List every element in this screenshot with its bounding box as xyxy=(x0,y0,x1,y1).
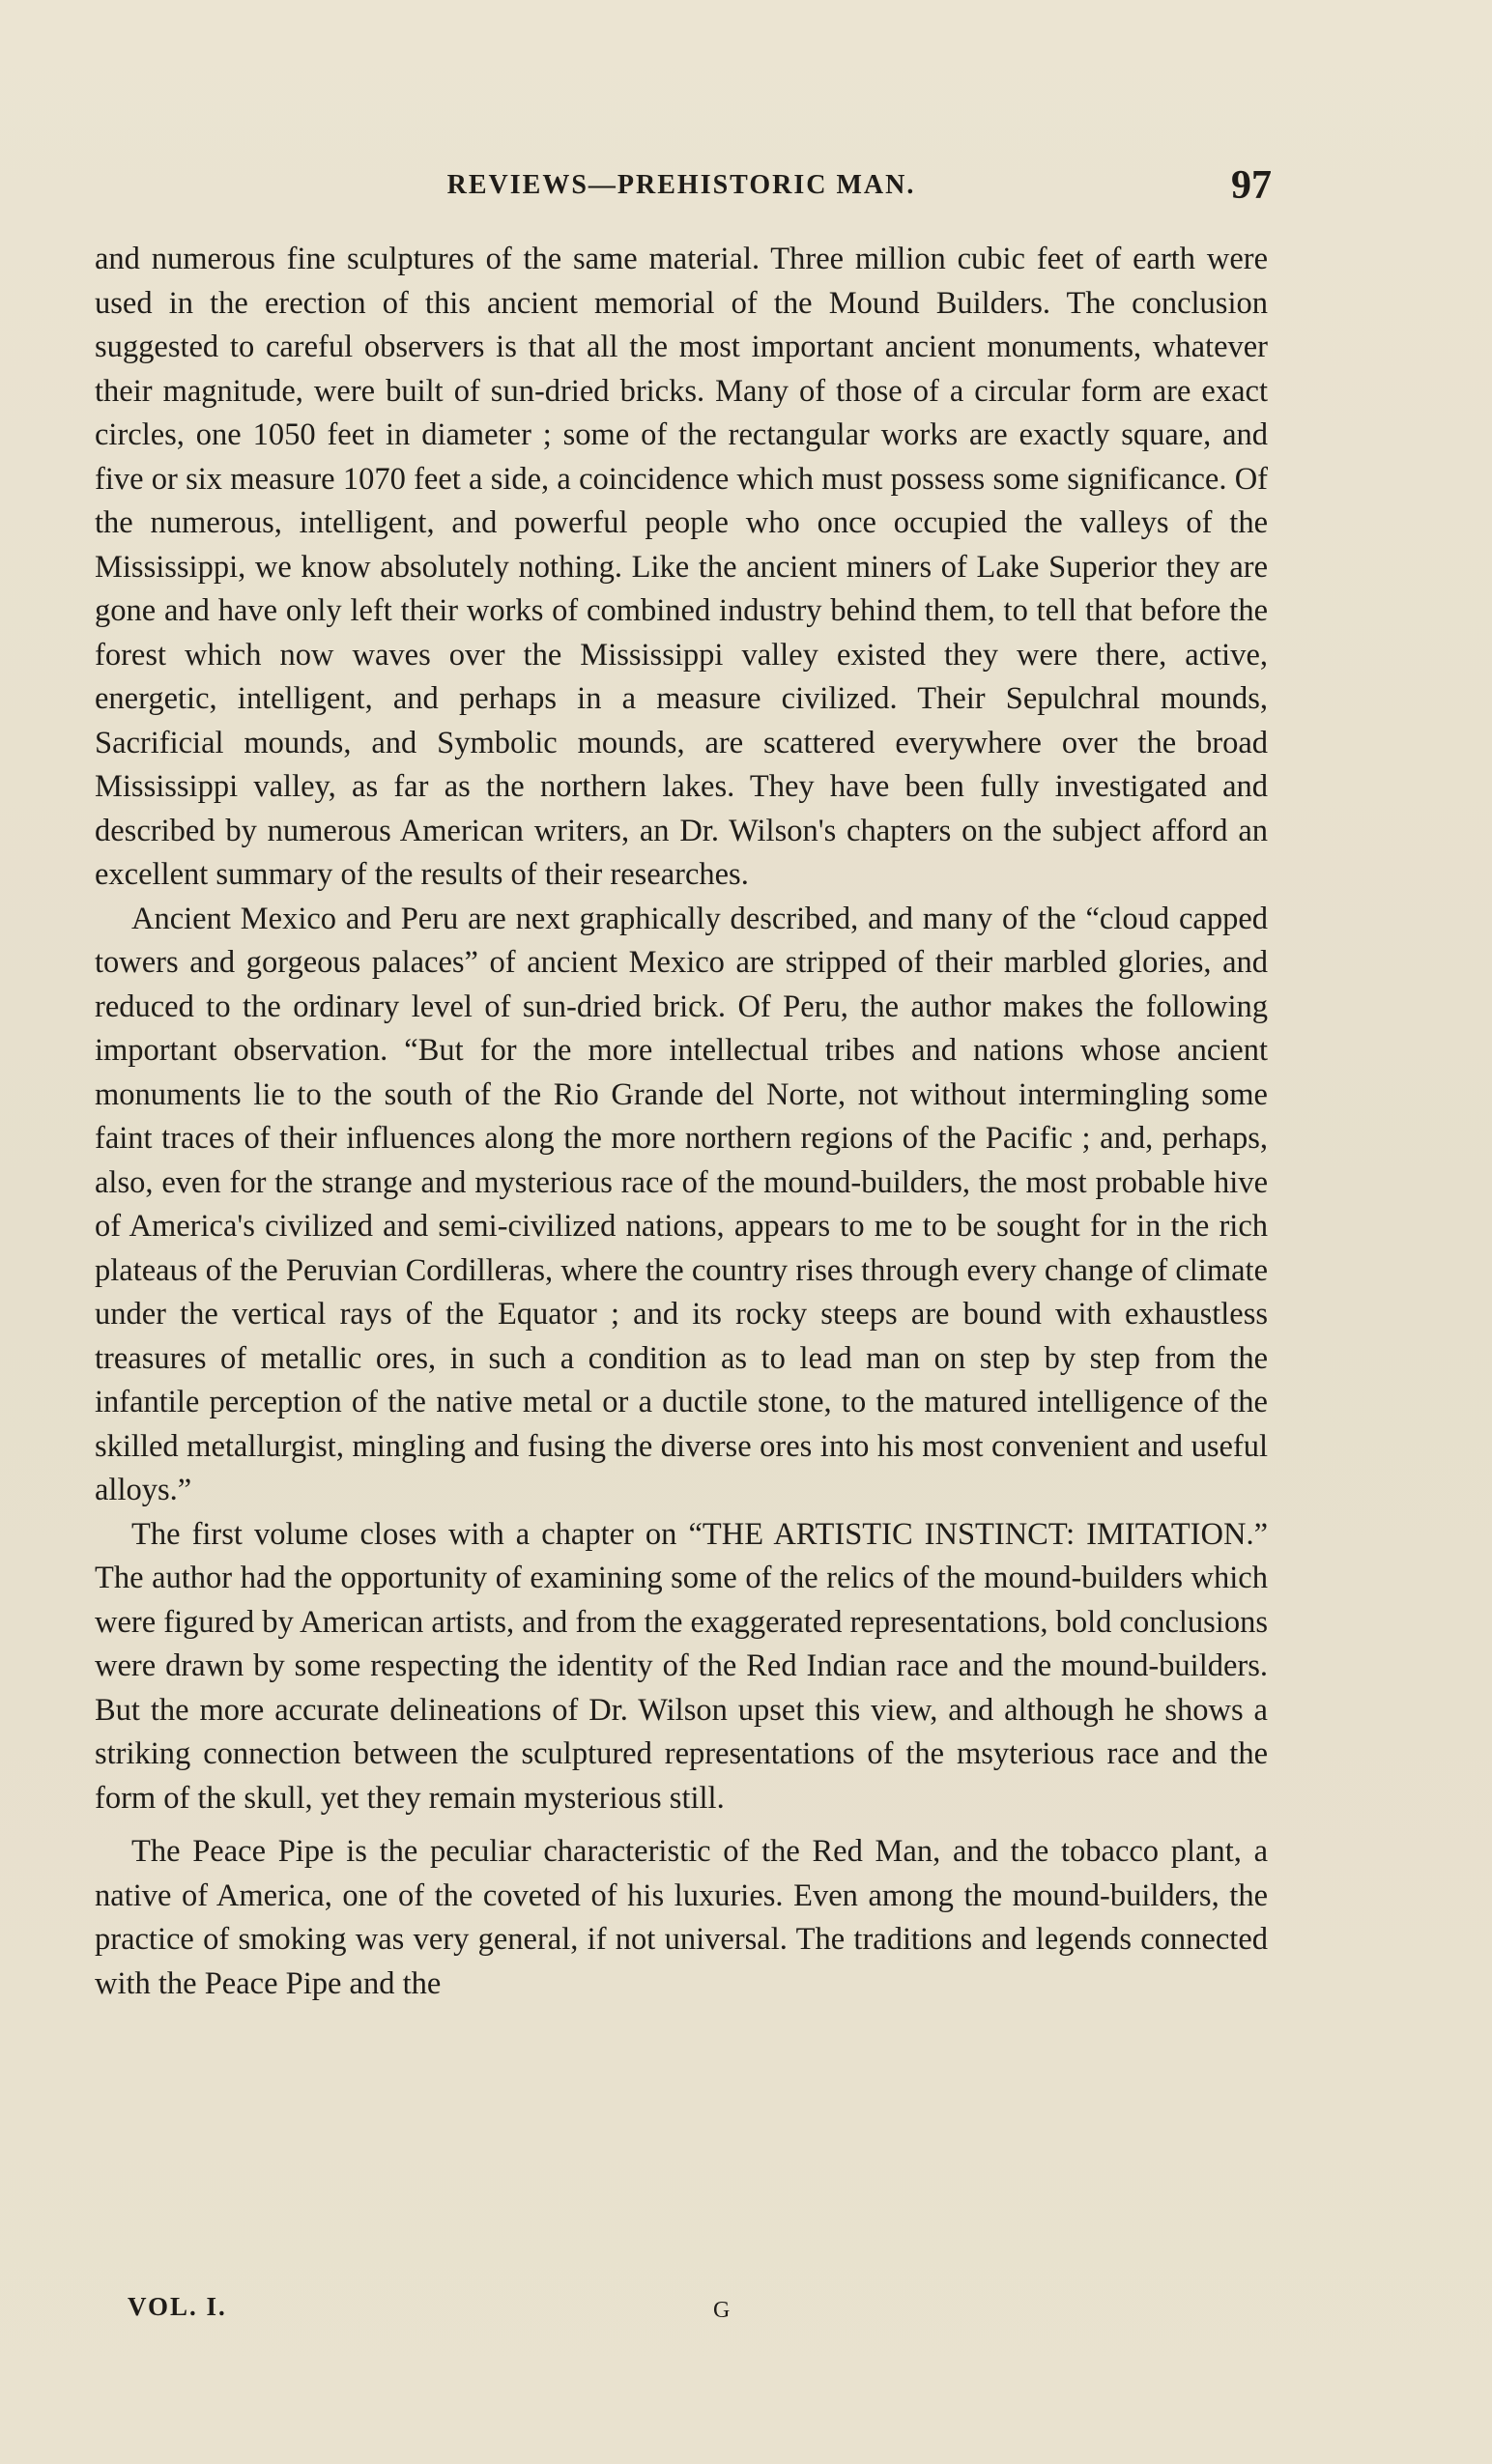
paragraph-artistic-instinct: The first volume closes with a chapter on “THE ARTISTIC INSTINCT: IMITATION.” The author had the opportunity of examining some of the relics of the mound-builders which were figured by American artists, and from the exaggerated representations, bold conclusions were drawn by some respecting the identity of the Red Indian race and the mound-builders. But the more accurate delineations of Dr. Wilson upset this view, and although he shows a striking connection between the sculptured representations of the msyterious race and the form of the skull, yet they remain mysterious still. xyxy=(95,1516,1268,1816)
body-text xyxy=(95,238,1268,2006)
paragraph-mound-builders: and numerous fine sculptures of the same material. Three million cubic feet of earth were used in the erection of this ancient memorial of the Mound Builders. The conclusion suggested to careful observers is that all the most important ancient monuments, whatever their magnitude, were built of sun-dried bricks. Many of those of a circular form are exact circles, one 1050 feet in diameter ; some of the rectangular works are exactly square, and five or six measure 1070 feet a side, a coincidence which must possess some significance. Of the numerous, intelligent, and powerful people who once occupied the valleys of the Mississippi, we know absolutely nothing. Like the ancient miners of Lake Superior they are gone and have only left their works of combined industry behind them, to tell that before the forest which now waves over the Mississippi valley existed they were there, active, energetic, intelligent, and perhaps in a measure civilized. Their Sepulchral mounds, Sacrificial mounds, and Symbolic mounds, are scattered everywhere over the broad Mississippi valley, as far as the northern lakes. They have been fully investigated and described by numerous American writers, an Dr. Wilson's chapters on the subject afford an excellent summary of the results of their researches. xyxy=(95,242,1268,892)
volume-label: VOL. I. xyxy=(128,2292,227,2321)
paragraph-mexico-peru: Ancient Mexico and Peru are next graphically described, and many of the “cloud capped towers and gorgeous palaces” of ancient Mexico are stripped of their marbled glories, and reduced to the ordinary level of sun-dried brick. Of Peru, the author makes the following important observation. “But for the more intellectual tribes and nations whose ancient monuments lie to the south of the Rio Grande del Norte, not without intermingling some faint traces of their influences along the more northern regions of the Pacific ; and, perhaps, also, even for the strange and mysterious race of the mound-builders, the most probable hive of America's civilized and semi-civilized nations, appears to me to be sought for in the rich plateaus of the Peruvian Cordilleras, where the country rises through every change of climate under the vertical rays of the Equator ; and its rocky steeps are bound with exhaustless treasures of metallic ores, in such a condition as to lead man on step by step from the infantile perception of the native metal or a ductile stone, to the matured intelligence of the skilled metallurgist, mingling and fusing the diverse ores into his most convenient and useful alloys.” xyxy=(95,901,1268,1507)
paragraph-peace-pipe: The Peace Pipe is the peculiar characteristic of the Red Man, and the tobacco plant, a native of America, one of the coveted of his luxuries. Even among the mound-builders, the practice of smoking was very general, if not universal. The traditions and legends connected with the Peace Pipe and the xyxy=(95,1834,1268,2001)
page-number: 97 xyxy=(1231,163,1272,208)
running-title: REVIEWS—PREHISTORIC MAN. xyxy=(446,170,916,200)
running-header xyxy=(0,162,1492,220)
page-footer xyxy=(0,2292,1492,2340)
signature-mark: G xyxy=(713,2298,731,2323)
